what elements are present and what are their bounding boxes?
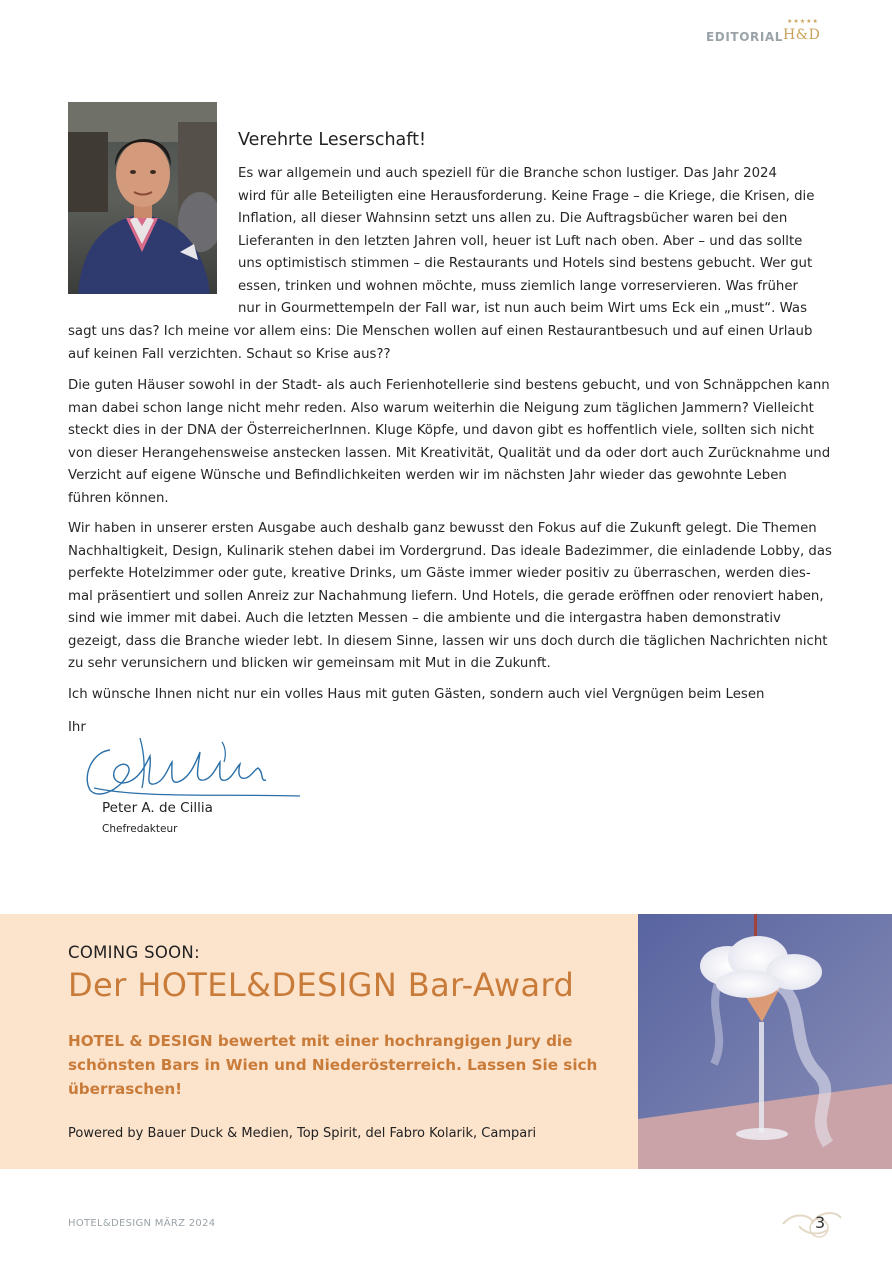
author-portrait-photo xyxy=(68,102,217,294)
text-line: Wir haben in unserer ersten Ausgabe auch deshalb ganz bewusst den Fokus auf die Zukunft gelegt. Die Themen xyxy=(68,521,817,536)
magazine-logo xyxy=(781,18,831,46)
text-line: mal präsentiert und sollen Anreiz zur Nachahmung liefern. Und Hotels, die gerade eröffnen oder renoviert haben, xyxy=(68,588,824,604)
cocktail-photo xyxy=(638,914,892,1169)
page-number: 3 xyxy=(815,1213,826,1232)
text-line: Verzicht auf eigene Wünsche und Befindlichkeiten werden wir im nächsten Jahr wieder das gewohnte Leben xyxy=(68,468,787,483)
editorial-intro-wide xyxy=(68,321,828,366)
editorial-paragraph-4 xyxy=(68,684,828,707)
text-line: nur in Gourmettempeln der Fall war, ist nun auch beim Wirt ums Eck ein „must“. Was xyxy=(238,301,807,316)
text-line: steckt dies in der DNA der ÖsterreicherInnen. Kluge Köpfe, und davon gibt es hoffentlich viele, sollten sich nicht xyxy=(68,423,814,438)
editorial-greeting: Verehrte Leserschaft! xyxy=(238,130,427,150)
text-line: essen, trinken und wohnen möchte, muss ziemlich lange vorreservieren. Was früher xyxy=(238,278,798,294)
editorial-paragraph-2 xyxy=(68,375,831,510)
logo-text: H&D xyxy=(783,27,821,43)
section-label: EDITORIAL xyxy=(706,30,784,44)
promo-title: Der HOTEL&DESIGN Bar-Award xyxy=(68,966,575,1004)
ornament-icon xyxy=(779,1204,845,1242)
text-line: Nachhaltigkeit, Design, Kulinarik stehen dabei im Vordergrund. Das ideale Badezimmer, die einladende Lobby, das xyxy=(68,543,832,559)
text-line: HOTEL & DESIGN bewertet mit einer hochrangigen Jury die xyxy=(68,1032,573,1050)
text-line: auf keinen Fall verzichten. Schaut so Krise aus?? xyxy=(68,346,391,362)
text-line: perfekte Hotelzimmer oder gute, kreative Drinks, um Gäste immer wieder positiv zu überraschen, werden dies- xyxy=(68,566,811,581)
text-line: wird für alle Beteiligten eine Herausforderung. Keine Frage – die Kriege, die Krisen, die xyxy=(238,188,815,204)
text-line: Lieferanten in den letzten Jahren voll, heuer ist Luft nach oben. Aber – und das sollte xyxy=(238,233,803,249)
promo-kicker: COMING SOON: xyxy=(68,943,200,962)
text-line: schönsten Bars in Wien und Niederösterreich. Lassen Sie sich xyxy=(68,1056,598,1074)
text-line: sagt uns das? Ich meine vor allem eins: Die Menschen wollen auf einen Restaurantbesuch und auf einen Urlaub xyxy=(68,324,813,339)
text-line: Inflation, all dieser Wahnsinn setzt uns allen zu. Die Auftragsbücher waren bei den xyxy=(238,211,788,226)
promo-sponsors: Powered by Bauer Duck & Medien, Top Spirit, del Fabro Kolarik, Campari xyxy=(68,1126,537,1141)
editorial-intro-narrow xyxy=(238,163,818,321)
footer-publication: HOTEL&DESIGN MÄRZ 2024 xyxy=(68,1218,216,1229)
text-line: Es war allgemein und auch speziell für die Branche schon lustiger. Das Jahr 2024 xyxy=(238,166,777,181)
text-line: Ich wünsche Ihnen nicht nur ein volles Haus mit guten Gästen, sondern auch viel Vergnügen beim Lesen xyxy=(68,687,765,702)
text-line: gezeigt, dass die Branche wieder lebt. In diesem Sinne, lassen wir uns doch durch die täglichen Nachrichten nicht xyxy=(68,633,828,649)
text-line: von dieser Herangehensweise anstecken lassen. Mit Kreativität, Qualität und da oder dort auch Zurücknahme und xyxy=(68,445,831,461)
logo-stars: ★★★★★ xyxy=(787,18,819,25)
text-line: sind wie immer mit dabei. Auch die letzten Messen – die ambiente und die intergastra haben demonstrativ xyxy=(68,611,781,626)
author-role: Chefredakteur xyxy=(102,823,178,835)
editorial-paragraph-3 xyxy=(68,518,832,676)
closing-word: Ihr xyxy=(68,720,86,735)
text-line: überraschen! xyxy=(68,1080,183,1098)
handwritten-signature xyxy=(80,728,310,803)
text-line: führen können. xyxy=(68,490,169,506)
author-name: Peter A. de Cillia xyxy=(102,800,213,816)
text-line: man dabei schon lange nicht mehr reden. Also warum weiterhin die Neigung zum täglichen Jammern? Vielleicht xyxy=(68,400,814,416)
text-line: uns optimistisch stimmen – die Restaurants und Hotels sind bestens gebucht. Wer gut xyxy=(238,256,813,271)
promo-description xyxy=(68,1029,613,1101)
text-line: Die guten Häuser sowohl in der Stadt- als auch Ferienhotellerie sind bestens gebucht, und von Schnäppchen kann xyxy=(68,378,830,393)
text-line: zu sehr verunsichern und blicken wir gemeinsam mit Mut in die Zukunft. xyxy=(68,656,551,671)
